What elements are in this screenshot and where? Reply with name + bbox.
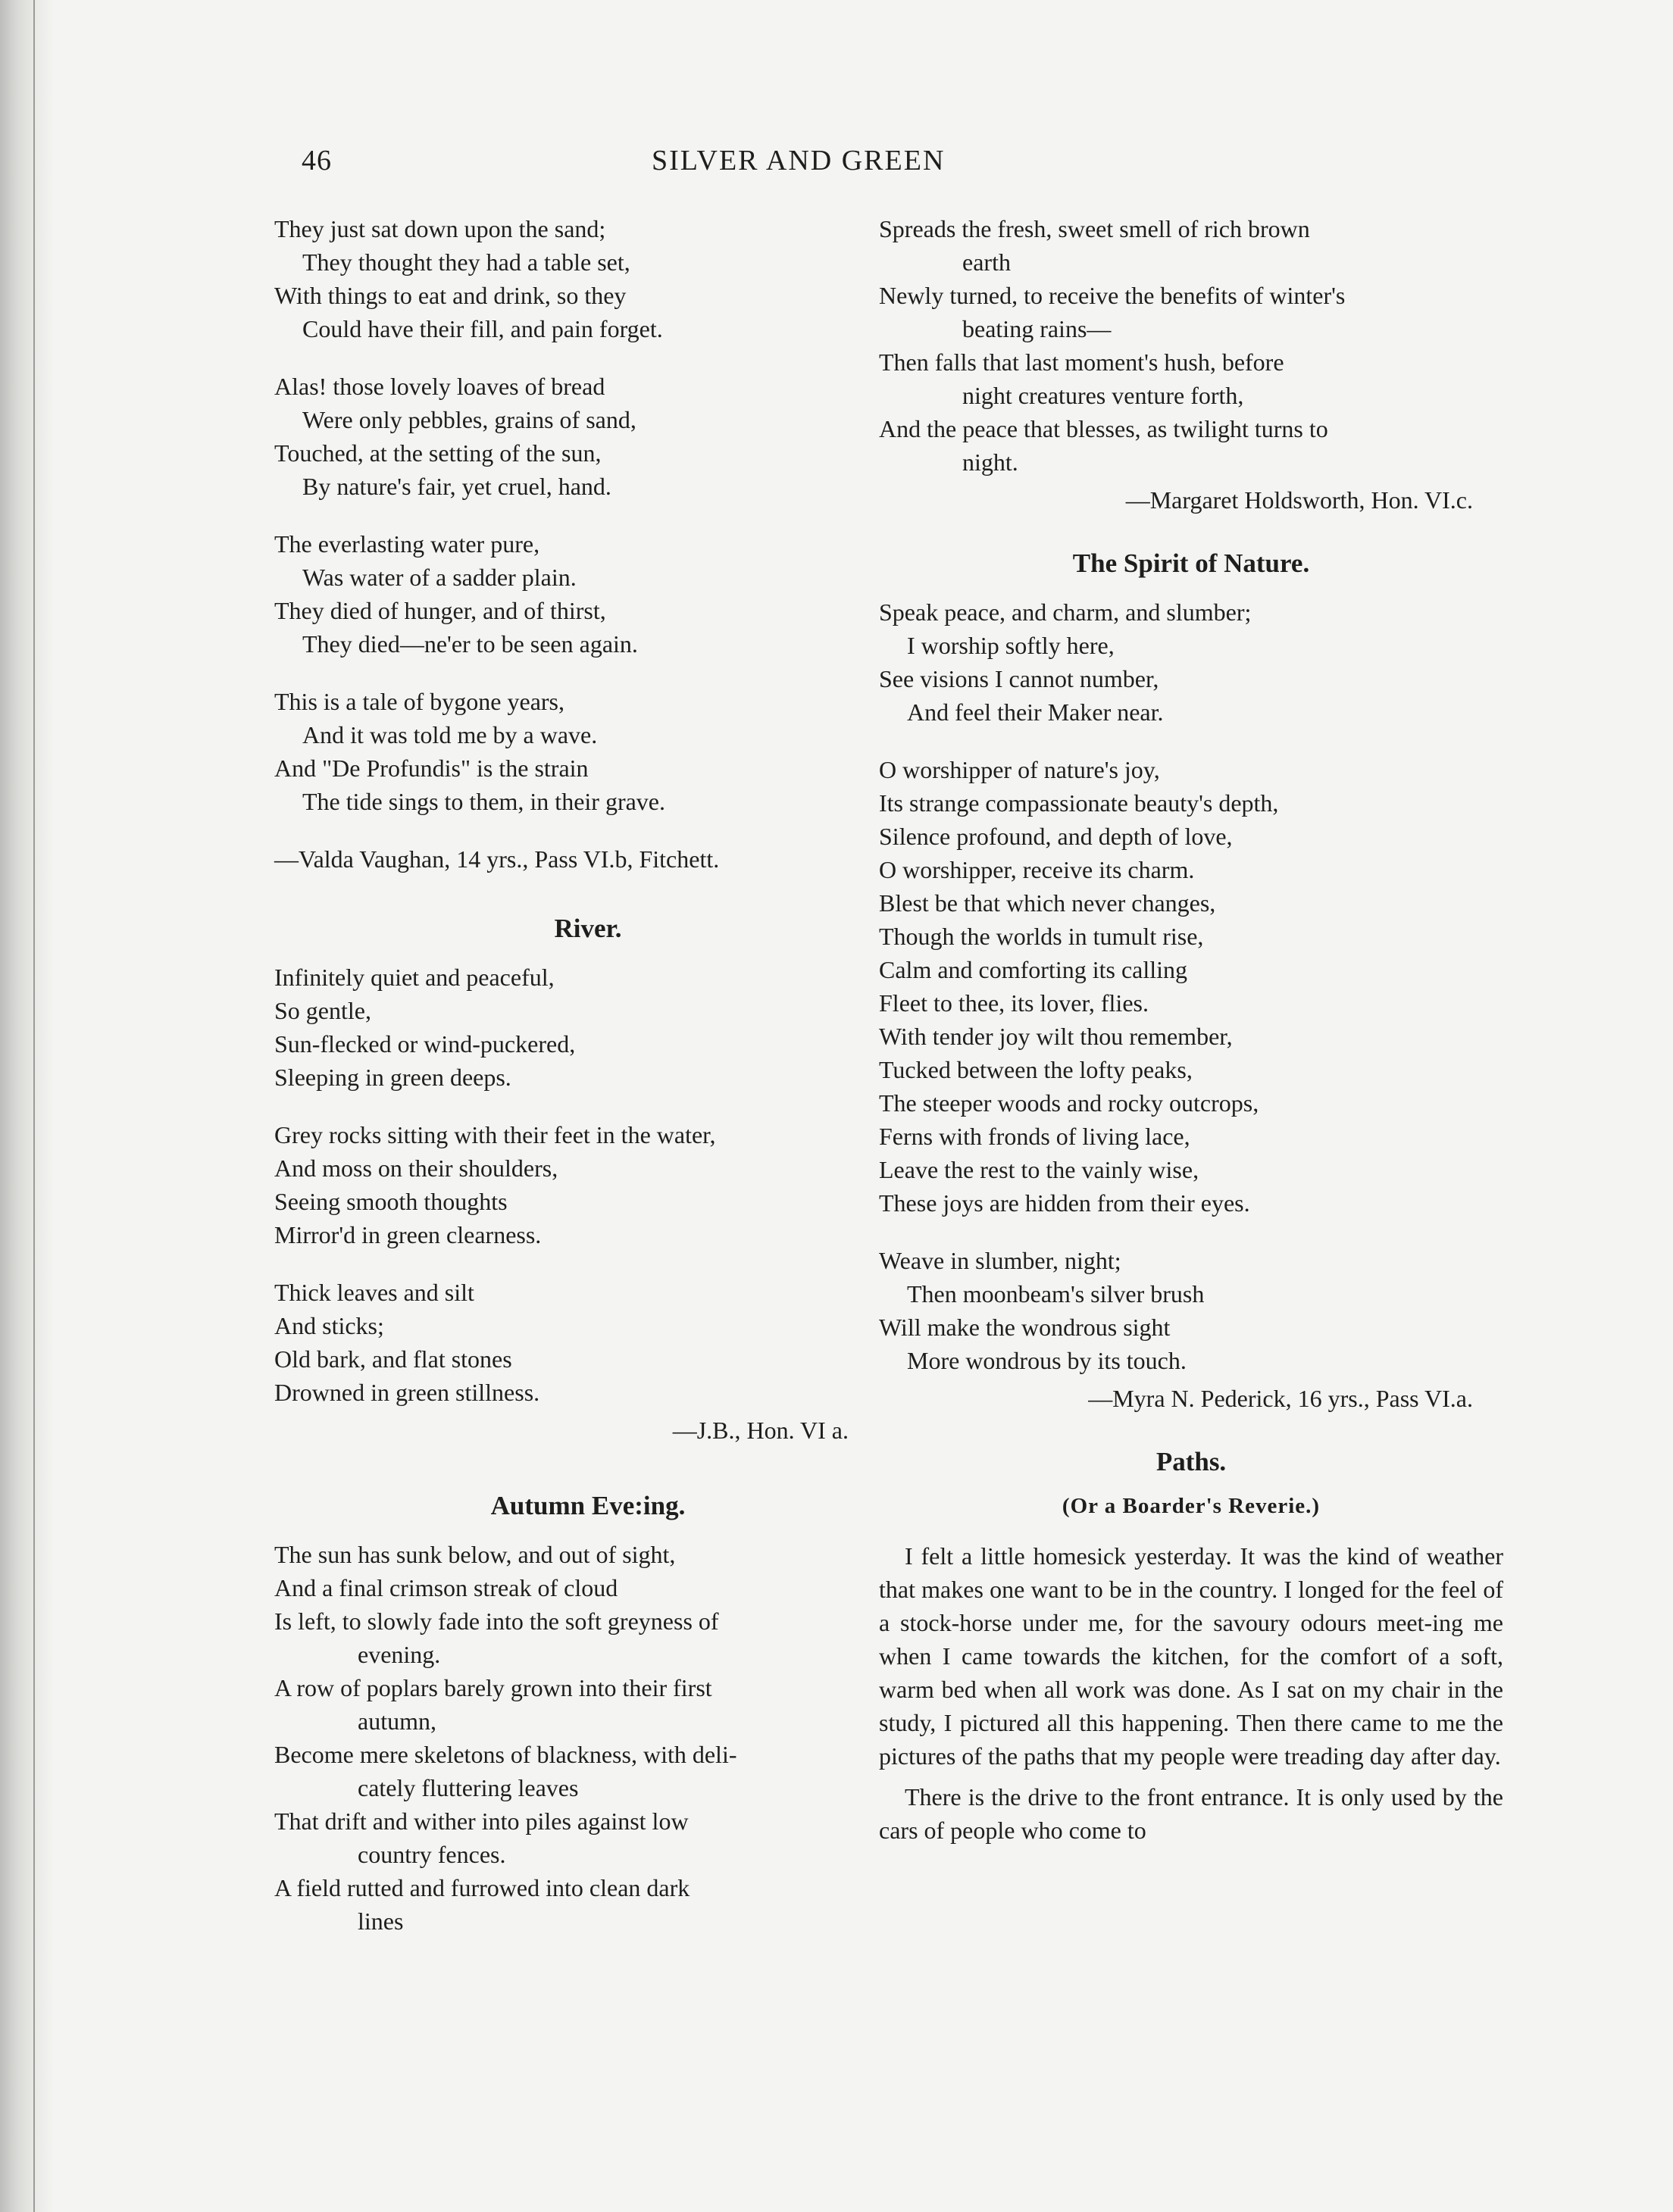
verse-line: Could have their fill, and pain forget. bbox=[302, 315, 663, 342]
verse-line: O worshipper, receive its charm. bbox=[879, 856, 1195, 883]
verse-line: autumn, bbox=[358, 1707, 436, 1735]
verse-line: Grey rocks sitting with their feet in the water, bbox=[274, 1121, 716, 1148]
verse-line: With things to eat and drink, so they bbox=[274, 282, 627, 309]
verse-line: lines bbox=[358, 1907, 404, 1935]
verse-line: Calm and comforting its calling bbox=[879, 956, 1188, 983]
verse-line: They just sat down upon the sand; bbox=[274, 215, 606, 242]
verse-line: They thought they had a table set, bbox=[302, 248, 630, 276]
stanza bbox=[274, 527, 902, 661]
stanza bbox=[274, 1276, 902, 1409]
verse-line: Alas! those lovely loaves of bread bbox=[274, 373, 605, 400]
section-gap bbox=[274, 876, 902, 912]
verse-line: Newly turned, to receive the benefits of winter's bbox=[879, 282, 1346, 309]
verse-line: Though the worlds in tumult rise, bbox=[879, 923, 1204, 950]
stanza bbox=[879, 1244, 1503, 1377]
stanza bbox=[274, 370, 902, 503]
essay-paths bbox=[879, 1445, 1503, 1847]
essay-paragraph: There is the drive to the front entrance. It is only used by the cars of people who come to bbox=[879, 1783, 1503, 1844]
verse-line: See visions I cannot number, bbox=[879, 665, 1159, 692]
verse-line: I worship softly here, bbox=[907, 632, 1115, 659]
stanza bbox=[274, 685, 902, 818]
verse-line: That drift and wither into piles against low bbox=[274, 1807, 689, 1835]
verse-line: earth bbox=[962, 248, 1011, 276]
verse-line: And feel their Maker near. bbox=[907, 698, 1164, 726]
verse-line: And "De Profundis" is the strain bbox=[274, 755, 589, 782]
verse-line: Speak peace, and charm, and slumber; bbox=[879, 598, 1252, 626]
verse-line: Was water of a sadder plain. bbox=[302, 564, 577, 591]
verse-line: Is left, to slowly fade into the soft greyness of bbox=[274, 1607, 719, 1635]
poem-attribution: —Margaret Holdsworth, Hon. VI.c. bbox=[1125, 486, 1473, 514]
verse-line: Sun-flecked or wind-puckered, bbox=[274, 1030, 576, 1058]
verse-line: Thick leaves and silt bbox=[274, 1279, 474, 1306]
verse-line: night creatures venture forth, bbox=[962, 382, 1244, 409]
verse-line: And moss on their shoulders, bbox=[274, 1154, 558, 1182]
poem-title: River. bbox=[554, 914, 622, 943]
verse-line: With tender joy wilt thou remember, bbox=[879, 1023, 1233, 1050]
verse-line: Mirror'd in green clearness. bbox=[274, 1221, 542, 1248]
verse-line: The tide sings to them, in their grave. bbox=[302, 788, 665, 815]
verse-line: And it was told me by a wave. bbox=[302, 721, 598, 748]
stanza bbox=[879, 595, 1503, 729]
poem-spirit-of-nature bbox=[879, 547, 1503, 1415]
verse-line: And sticks; bbox=[274, 1312, 384, 1339]
poem-autumn-continued bbox=[879, 212, 1503, 517]
stanza bbox=[274, 1118, 902, 1251]
left-column bbox=[274, 212, 902, 1938]
essay-paragraph: I felt a little homesick yesterday. It was the kind of weather that makes one want to be in the country. I longed for the feel of a stock-horse under me, for the savoury odours meet-ing me when I came towards the kitchen, for the comfort of a soft, warm bed when all work was done. As I sat on my chair in the study, I pictured all this happening. Then there came to me the pictures of the paths that my people were treading day after day. bbox=[879, 1542, 1503, 1770]
verse-line: Old bark, and flat stones bbox=[274, 1345, 512, 1373]
section-gap bbox=[879, 1415, 1503, 1445]
verse-line: Tucked between the lofty peaks, bbox=[879, 1056, 1193, 1083]
verse-line: Become mere skeletons of blackness, with deli- bbox=[274, 1741, 737, 1768]
essay-title: Paths. bbox=[1155, 1447, 1227, 1476]
verse-line: A row of poplars barely grown into their first bbox=[274, 1674, 712, 1701]
page-header bbox=[53, 144, 1673, 189]
verse-line: Blest be that which never changes, bbox=[879, 889, 1216, 917]
verse-line: country fences. bbox=[358, 1841, 506, 1868]
verse-line: Its strange compassionate beauty's depth, bbox=[879, 789, 1279, 817]
verse-line: They died of hunger, and of thirst, bbox=[274, 597, 606, 624]
verse-line: A field rutted and furrowed into clean dark bbox=[274, 1874, 690, 1901]
verse-line: And the peace that blesses, as twilight turns to bbox=[879, 415, 1328, 442]
poem-attribution: —J.B., Hon. VI a. bbox=[672, 1417, 849, 1444]
verse-line: Silence profound, and depth of love, bbox=[879, 823, 1233, 850]
verse-line: These joys are hidden from their eyes. bbox=[879, 1189, 1250, 1217]
verse-line: evening. bbox=[358, 1641, 441, 1668]
poem-attribution: —Valda Vaughan, 14 yrs., Pass VI.b, Fitchett. bbox=[274, 845, 720, 873]
binding-edge-line bbox=[33, 0, 35, 2212]
verse-line: Will make the wondrous sight bbox=[879, 1314, 1171, 1341]
verse-line: The everlasting water pure, bbox=[274, 530, 540, 558]
verse-line: beating rains— bbox=[962, 315, 1112, 342]
verse-line: Fleet to thee, its lover, flies. bbox=[879, 989, 1149, 1017]
stanza bbox=[274, 961, 902, 1094]
magazine-page bbox=[53, 0, 1673, 2212]
verse-line: Then moonbeam's silver brush bbox=[907, 1280, 1205, 1308]
verse-line: Leave the rest to the vainly wise, bbox=[879, 1156, 1199, 1183]
running-title: SILVER AND GREEN bbox=[652, 145, 946, 177]
verse-line: Were only pebbles, grains of sand, bbox=[302, 406, 636, 433]
poem-continued bbox=[274, 212, 902, 876]
verse-line: They died—ne'er to be seen again. bbox=[302, 630, 638, 658]
verse-line: Seeing smooth thoughts bbox=[274, 1188, 508, 1215]
page-binding-shadow bbox=[0, 0, 53, 2212]
verse-line: By nature's fair, yet cruel, hand. bbox=[302, 473, 611, 500]
stanza bbox=[879, 753, 1503, 1220]
poem-river bbox=[274, 912, 902, 1447]
verse-line: Ferns with fronds of living lace, bbox=[879, 1123, 1190, 1150]
stanza bbox=[274, 212, 902, 345]
verse-line: Touched, at the setting of the sun, bbox=[274, 439, 602, 467]
section-gap bbox=[274, 1447, 902, 1489]
verse-line: This is a tale of bygone years, bbox=[274, 688, 564, 715]
page-number: 46 bbox=[302, 145, 332, 177]
poem-title: Autumn Eve:ing. bbox=[490, 1491, 686, 1520]
verse-line: O worshipper of nature's joy, bbox=[879, 756, 1160, 783]
verse-line: The steeper woods and rocky outcrops, bbox=[879, 1089, 1259, 1117]
poem-autumn-evening bbox=[274, 1489, 902, 1938]
section-gap bbox=[879, 517, 1503, 547]
verse-line: More wondrous by its touch. bbox=[907, 1347, 1187, 1374]
verse-line: Infinitely quiet and peaceful, bbox=[274, 964, 555, 991]
verse-line: Sleeping in green deeps. bbox=[274, 1064, 511, 1091]
verse-line: cately fluttering leaves bbox=[358, 1774, 579, 1801]
verse-line: Spreads the fresh, sweet smell of rich brown bbox=[879, 215, 1310, 242]
verse-line: The sun has sunk below, and out of sight, bbox=[274, 1541, 676, 1568]
verse-line: night. bbox=[962, 448, 1018, 476]
verse-line: Then falls that last moment's hush, before bbox=[879, 348, 1284, 376]
verse-line: And a final crimson streak of cloud bbox=[274, 1574, 618, 1601]
verse-line: So gentle, bbox=[274, 997, 371, 1024]
verse-line: Weave in slumber, night; bbox=[879, 1247, 1121, 1274]
essay-subtitle: (Or a Boarder's Reverie.) bbox=[1062, 1494, 1321, 1518]
poem-title: The Spirit of Nature. bbox=[1072, 548, 1310, 578]
verse-line: Drowned in green stillness. bbox=[274, 1379, 540, 1406]
poem-attribution: —Myra N. Pederick, 16 yrs., Pass VI.a. bbox=[1088, 1385, 1473, 1412]
right-column bbox=[879, 212, 1503, 1854]
